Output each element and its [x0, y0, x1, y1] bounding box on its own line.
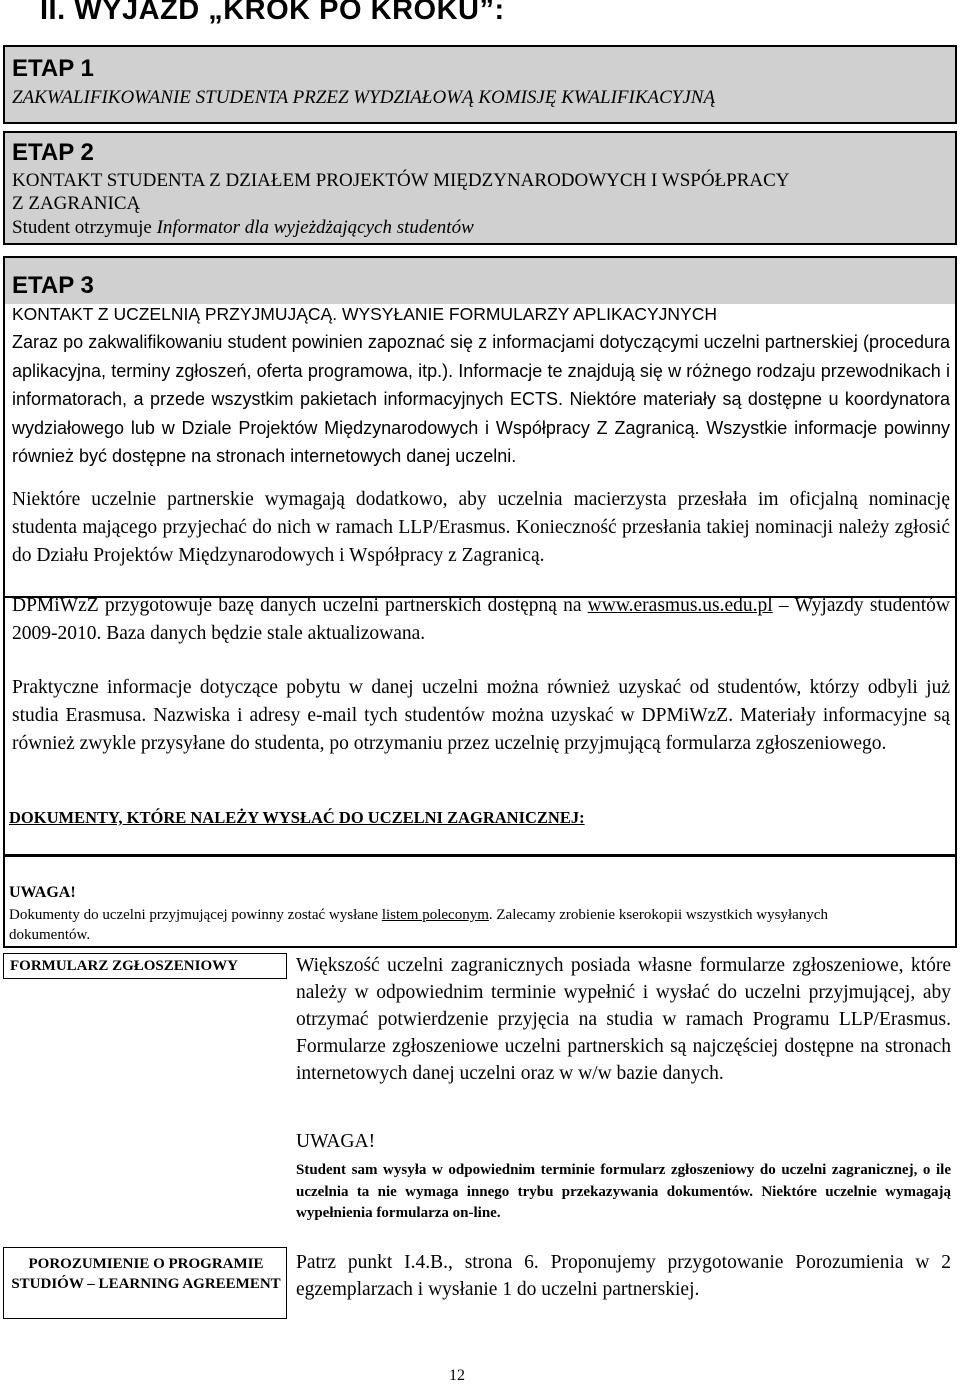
uwaga-text-suffix: . Zalecamy zrobienie kserokopii wszystkich wysyłanych dokumentów.: [9, 907, 828, 943]
etap1-heading: ETAP 1: [12, 55, 94, 82]
uwaga-text-prefix: Dokumenty do uczelni przyjmującej powinny zostać wysłane: [9, 907, 382, 923]
erasmus-link[interactable]: www.erasmus.us.edu.pl: [587, 595, 773, 616]
dpmiwzz-paragraph: [12, 592, 950, 648]
row1-text: Większość uczelni zagranicznych posiada własne formularze zgłoszeniowe, które należy w odpowiednim terminie wypełnić i wysłać do uczelni przyjmującej, aby otrzymać potwierdzenie przyjęcia na studia w ramach Programu LLP/Erasmus. Formularze zgłoszeniowe uczelni partnerskich są najczęściej dostępne na stronach internetowych danej uczelni oraz w w/w bazie danych.: [296, 955, 951, 1084]
uwaga-title: UWAGA!: [9, 884, 76, 901]
etap2-subtitle-line2: Z ZAGRANICĄ: [12, 193, 141, 214]
page-number: 12: [449, 1367, 465, 1384]
etap2-info-prefix: Student otrzymuje: [12, 217, 157, 238]
row2-label: POROZUMIENIE O PROGRAMIE STUDIÓW – LEARNING AGREEMENT: [11, 1256, 281, 1292]
dpmiwzz-suffix: – Wyjazdy studentów 2009-2010. Baza danych będzie stale aktualizowana.: [12, 595, 950, 644]
row1-uwaga-title: UWAGA!: [296, 1131, 376, 1152]
uwaga-text: [9, 905, 899, 945]
etap3-header-band: [5, 258, 955, 304]
uwaga-text-underlined: listem poleconym: [381, 907, 489, 923]
etap2-subtitle-line1: KONTAKT STUDENTA Z DZIAŁEM PROJEKTÓW MIĘDZYNARODOWYCH I WSPÓŁPRACY: [12, 170, 790, 191]
etap3-paragraph2: Niektóre uczelnie partnerskie wymagają dodatkowo, aby uczelnia macierzysta przesłała im oficjalną nominację studenta mającego przyjechać do nich w ramach LLP/Erasmus. Konieczność przesłania takiej nominacji należy zgłosić do Działu Projektów Międzynarodowych i Współpracy z Zagranicą.: [12, 489, 950, 566]
etap1-box: [3, 45, 957, 124]
practical-info-paragraph: Praktyczne informacje dotyczące pobytu w danej uczelni można również uzyskać od studentów, którzy odbyli już studia Erasmusa. Nazwiska i adresy e-mail tych studentów można uzyskać w DPMiWzZ. Materiały informacyjne są również zwykle przysyłane do studenta, po otrzymaniu przez uczelnię przyjmującą formularza zgłoszeniowego.: [12, 677, 950, 754]
etap2-box: [3, 131, 957, 245]
docs-heading: DOKUMENTY, KTÓRE NALEŻY WYSŁAĆ DO UCZELNI ZAGRANICZNEJ:: [9, 808, 585, 827]
row2-text: Patrz punkt I.4.B., strona 6. Proponujemy przygotowanie Porozumienia w 2 egzemplarzach i wysłanie 1 do uczelni partnerskiej.: [296, 1252, 951, 1300]
etap2-info: [12, 217, 474, 239]
etap3-paragraph1: Zaraz po zakwalifikowaniu student powinien zapoznać się z informacjami dotyczącymi uczelni partnerskiej (procedura aplikacyjna, terminy zgłoszeń, oferta programowa, itp.). Informacje te znajdują się w różnego rodzaju przewodnikach i informatorach, a przede wszystkim pakietach informacyjnych ECTS. Niektóre materiały są dostępne u koordynatora wydziałowego lub w Dziale Projektów Międzynarodowych i Współpracy Z Zagranicą. Wszystkie informacje powinny również być dostępne na stronach internetowych danej uczelni.: [12, 332, 950, 466]
etap3-subtitle: KONTAKT Z UCZELNIĄ PRZYJMUJĄCĄ. WYSYŁANIE FORMULARZY APLIKACYJNYCH: [12, 304, 717, 324]
dpmiwzz-prefix: DPMiWzZ przygotowuje bazę danych uczelni partnerskich dostępną na: [12, 595, 588, 616]
etap3-heading: ETAP 3: [12, 272, 94, 299]
row1-uwaga-text: Student sam wysyła w odpowiednim terminie formularz zgłoszeniowy do uczelni zagranicznej, o ile uczelnia ta nie wymaga innego trybu przekazywania dokumentów. Niektóre uczelnie wymagają wypełnienia formularza on-line.: [296, 1162, 951, 1221]
etap1-subtitle: ZAKWALIFIKOWANIE STUDENTA PRZEZ WYDZIAŁOWĄ KOMISJĘ KWALIFIKACYJNĄ: [12, 87, 716, 108]
row2-label-box: [3, 1247, 287, 1319]
etap2-info-title: Informator dla wyjeżdżających studentów: [156, 217, 474, 238]
row1-label-box: [3, 953, 287, 979]
etap3-box: [3, 256, 957, 598]
page-title: II. WYJAZD „KROK PO KROKU”:: [40, 0, 505, 26]
etap2-heading: ETAP 2: [12, 139, 94, 166]
row1-label: FORMULARZ ZGŁOSZENIOWY: [10, 958, 238, 974]
